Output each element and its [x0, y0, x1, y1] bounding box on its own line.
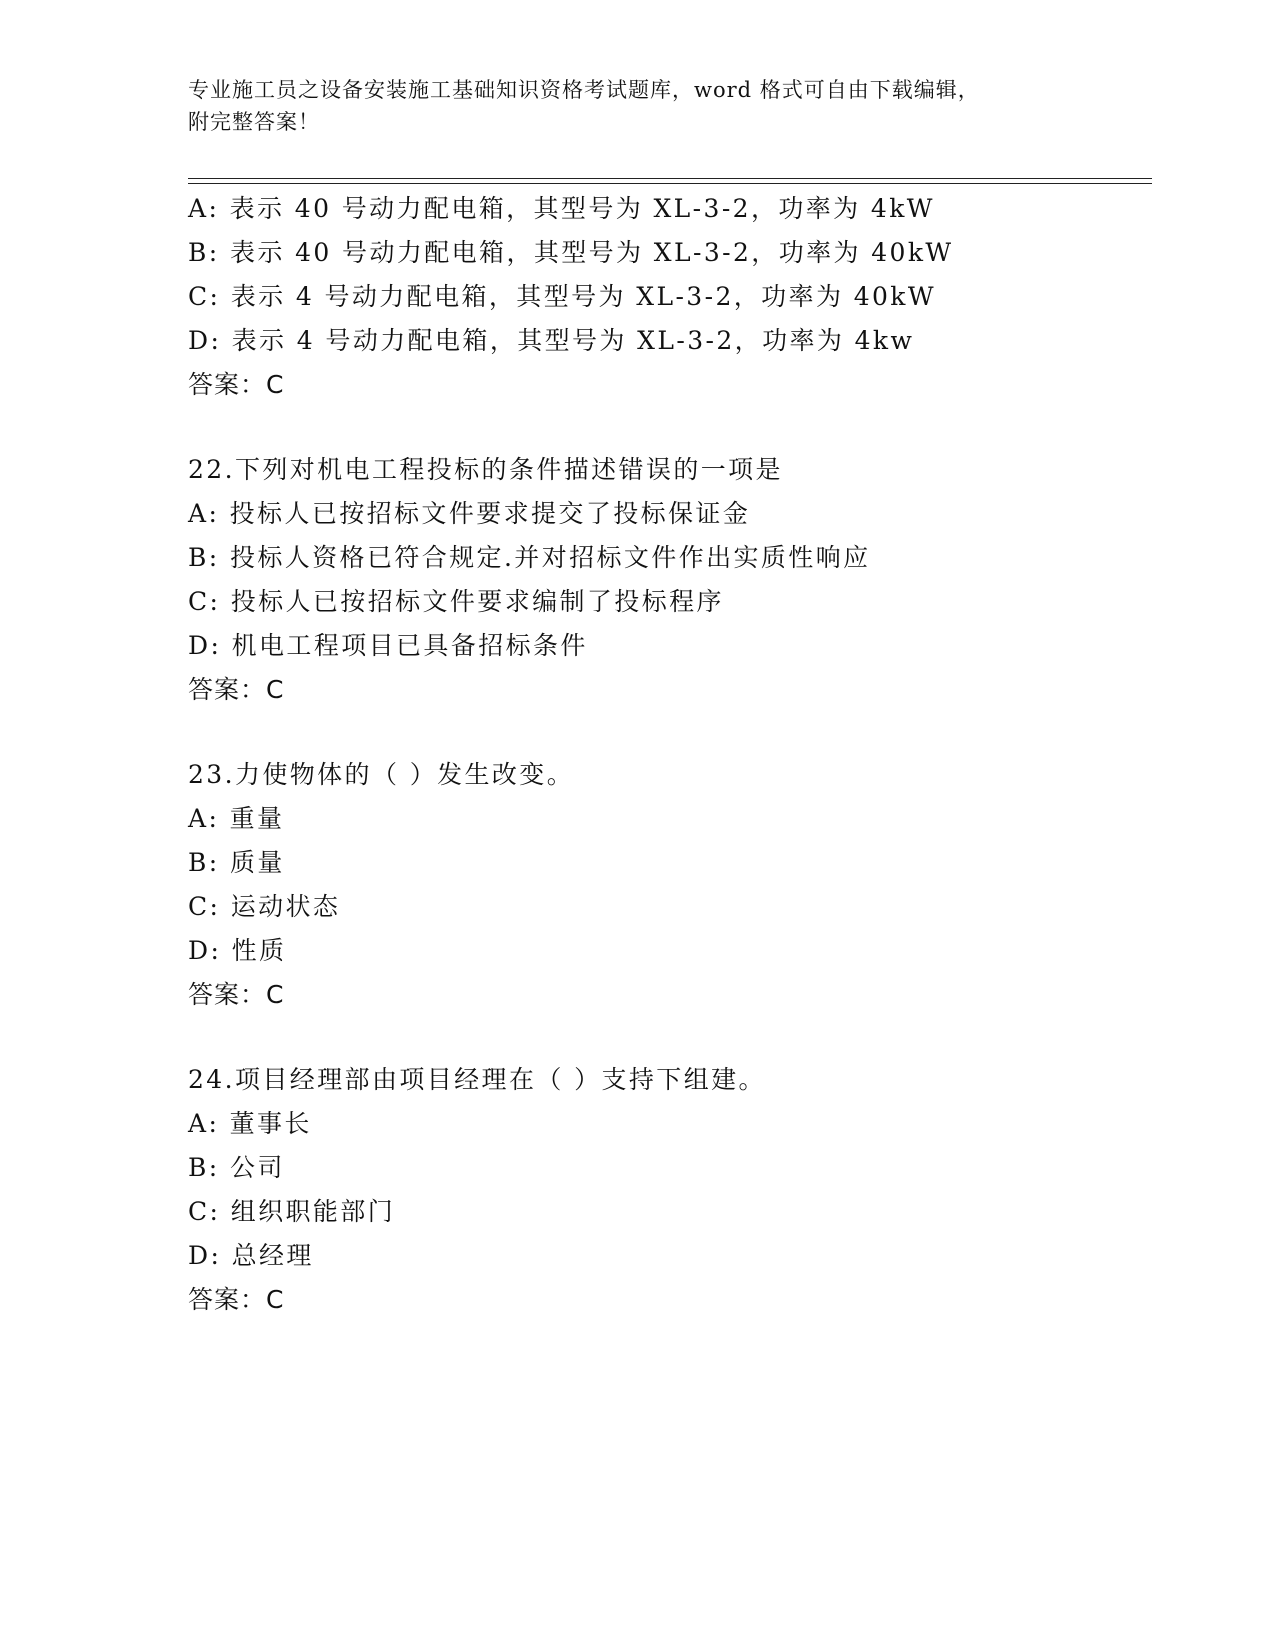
option-b: B: 公司: [188, 1153, 285, 1182]
header-line-2: 附完整答案！: [188, 110, 320, 134]
document-header: [188, 74, 1068, 138]
option-d: D: 总经理: [188, 1241, 314, 1270]
option-d: D: 机电工程项目已具备招标条件: [188, 631, 588, 660]
option-c: C: 组织职能部门: [188, 1197, 396, 1226]
question-text: 22.下列对机电工程投标的条件描述错误的一项是: [188, 455, 783, 484]
question-text: 23.力使物体的（ ）发生改变。: [188, 760, 575, 789]
option-c: C: 运动状态: [188, 892, 341, 921]
option-b: B: 质量: [188, 848, 285, 877]
option-a: A: 董事长: [188, 1109, 312, 1138]
header-divider-top: [188, 178, 1152, 179]
answer: 答案：C: [188, 370, 285, 399]
option-a: A: 重量: [188, 804, 285, 833]
option-b: B: 表示 40 号动力配电箱，其型号为 XL-3-2，功率为 40kW: [188, 238, 954, 267]
header-line-1: 专业施工员之设备安装施工基础知识资格考试题库，word 格式可自由下载编辑，: [188, 78, 980, 102]
answer: 答案：C: [188, 675, 285, 704]
option-b: B: 投标人资格已符合规定.并对招标文件作出实质性响应: [188, 543, 871, 572]
option-c: C: 投标人已按招标文件要求编制了投标程序: [188, 587, 724, 616]
answer: 答案：C: [188, 980, 285, 1009]
option-d: D: 表示 4 号动力配电箱，其型号为 XL-3-2，功率为 4kw: [188, 326, 915, 355]
option-a: A: 投标人已按招标文件要求提交了投标保证金: [188, 499, 751, 528]
option-d: D: 性质: [188, 936, 287, 965]
answer: 答案：C: [188, 1285, 285, 1314]
question-text: 24.项目经理部由项目经理在（ ）支持下组建。: [188, 1065, 766, 1094]
header-divider-bottom: [188, 183, 1152, 184]
option-c: C: 表示 4 号动力配电箱，其型号为 XL-3-2，功率为 40kW: [188, 282, 936, 311]
option-a: A: 表示 40 号动力配电箱，其型号为 XL-3-2，功率为 4kW: [188, 194, 935, 223]
